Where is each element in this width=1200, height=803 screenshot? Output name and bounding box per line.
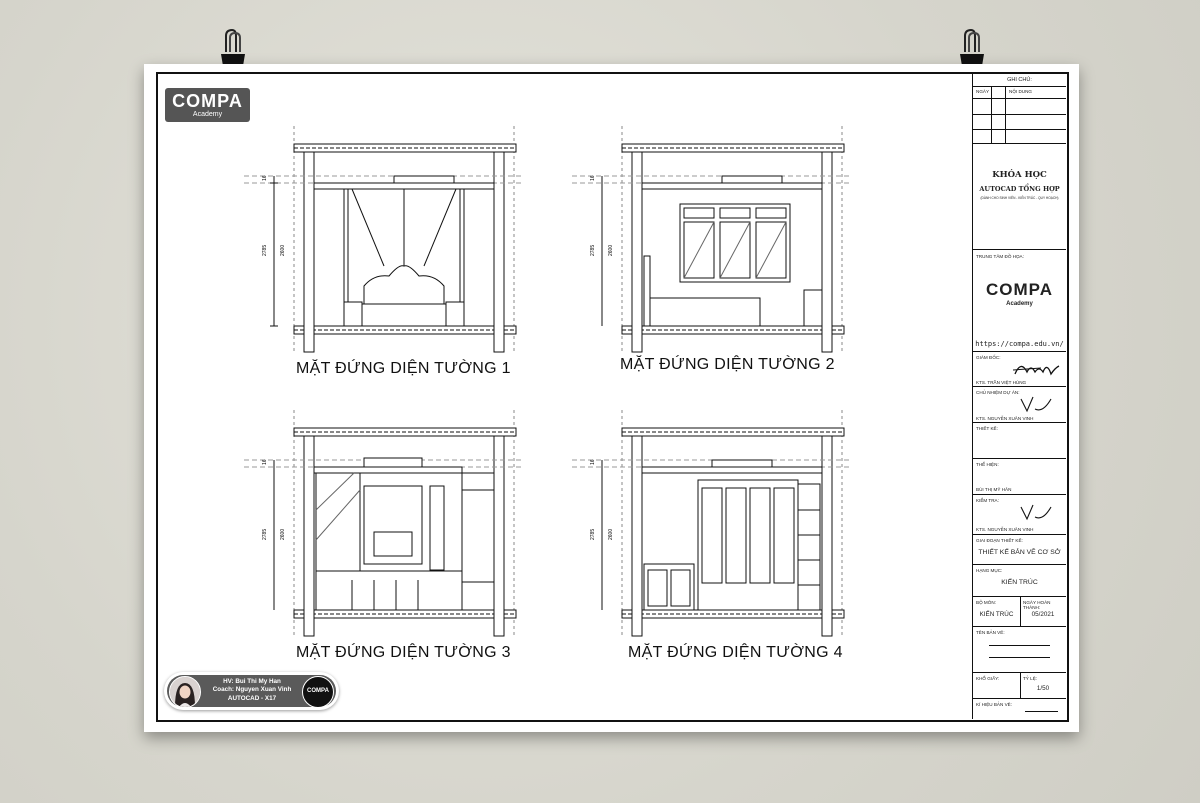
pm-label: CHỦ NHIỆM DỰ ÁN: — [976, 390, 1020, 395]
badge-logo-text: COMPA — [307, 688, 329, 694]
dimension-label: 2600 — [280, 528, 286, 540]
course-title-2: AUTOCAD TỔNG HỢP — [979, 185, 1060, 193]
design-section — [973, 423, 1066, 459]
notes-row-line — [973, 129, 1066, 130]
dimension-label: 2785 — [590, 528, 596, 540]
compa-logo — [165, 88, 250, 122]
date-label: NGÀY HOÀN THÀNH: — [1023, 600, 1051, 610]
student-coach: Coach: Nguyen Xuan Vinh — [212, 686, 292, 694]
dimension-label: 16 — [590, 459, 596, 465]
student-info — [203, 678, 301, 703]
checker-name: KTS. NGUYỄN XUÂN VINH — [976, 527, 1034, 532]
draw-label: THỂ HIỆN: — [976, 462, 999, 467]
elevation-2-drawing — [572, 126, 852, 354]
dimension-label: 16 — [262, 459, 268, 465]
student-avatar — [169, 676, 201, 708]
sheet-name-line — [989, 645, 1050, 646]
director-signature — [1011, 358, 1061, 380]
title-block — [972, 74, 1066, 719]
avatar-image — [170, 677, 200, 707]
elevation-4-caption: MẶT ĐỨNG DIỆN TƯỜNG 4 — [628, 644, 843, 661]
dimension-label: 16 — [262, 175, 268, 181]
category-label: HẠNG MỤC: — [976, 568, 1003, 573]
date-value: 05/2021 — [1031, 611, 1055, 618]
center-section — [973, 250, 1066, 352]
elevation-2-caption: MẶT ĐỨNG DIỆN TƯỜNG 2 — [620, 356, 835, 373]
elevation-1-drawing — [244, 126, 524, 354]
sheet-no-line — [1025, 711, 1058, 712]
dimension-label: 2785 — [590, 244, 596, 256]
student-badge-body — [167, 675, 336, 707]
drafter-name: BÙI THỊ MỸ HÂN — [976, 487, 1012, 492]
dimension-label: 2785 — [262, 528, 268, 540]
dimension-label: 2785 — [262, 244, 268, 256]
brand-logo-subtext: Academy — [1006, 301, 1033, 307]
dimension-label: 2600 — [608, 528, 614, 540]
checker-signature — [1017, 501, 1057, 523]
notes-content-header: NỘI DUNG — [1009, 89, 1032, 94]
director-name: KTS. TRẦN VIỆT HÙNG — [976, 380, 1027, 385]
badge-compa-logo — [302, 676, 334, 708]
notes-date-header: NGÀY — [976, 89, 990, 94]
sheet-name-label: TÊN BẢN VẼ: — [976, 630, 1005, 635]
pm-signature — [1017, 393, 1057, 415]
phase-label: GIAI ĐOẠN THIẾT KẾ: — [976, 538, 1023, 543]
director-label: GIÁM ĐỐC: — [976, 355, 1001, 360]
check-section — [973, 495, 1066, 535]
training-center-label: TRUNG TÂM ĐỒ HỌA: — [976, 254, 1024, 259]
category-value: KIẾN TRÚC — [1001, 579, 1038, 586]
elevation-3-caption: MẶT ĐỨNG DIỆN TƯỜNG 3 — [296, 644, 511, 661]
scale-value: 1/50 — [1036, 685, 1050, 692]
drawing-sheet — [144, 64, 1079, 732]
website-url: https://compa.edu.vn/ — [975, 340, 1064, 348]
course-subtitle: (DÀNH CHO SINH VIÊN - KIẾN TRÚC - QUY HOẠCH) — [980, 196, 1059, 200]
notes-row-line — [973, 98, 1066, 99]
check-label: KIỂM TRA: — [976, 498, 999, 503]
scale-label: TỶ LỆ: — [1023, 676, 1038, 681]
dept-label: BỘ MÔN: — [976, 600, 996, 605]
notes-divider — [973, 86, 1066, 87]
dimension-label: 2600 — [608, 244, 614, 256]
student-badge — [164, 672, 339, 710]
director-section — [973, 352, 1066, 387]
size-scale-section — [973, 673, 1066, 699]
brand-logo-text: COMPA — [985, 280, 1053, 299]
notes-row-line — [973, 114, 1066, 115]
course-title-1: KHÓA HỌC — [992, 170, 1047, 180]
size-label: KHỔ GIẤY: — [976, 676, 1000, 681]
course-section — [973, 146, 1066, 250]
category-section — [973, 565, 1066, 597]
student-course: AUTOCAD - X17 — [227, 694, 277, 702]
pm-section — [973, 387, 1066, 423]
dept-date-section — [973, 597, 1066, 627]
elevation-3-drawing — [244, 410, 524, 638]
sheet-no-label: KÍ HIỆU BẢN VẼ: — [976, 702, 1012, 707]
logo-text: COMPA — [172, 91, 243, 111]
pm-name: KTS. NGUYỄN XUÂN VINH — [976, 416, 1034, 421]
dimension-label: 16 — [590, 175, 596, 181]
draw-section — [973, 459, 1066, 495]
logo-subtext: Academy — [192, 111, 223, 118]
notes-title: GHI CHÚ: — [1007, 77, 1032, 83]
elevation-1-caption: MẶT ĐỨNG DIỆN TƯỜNG 1 — [296, 360, 511, 377]
notes-section — [973, 74, 1066, 144]
phase-value: THIẾT KẾ BẢN VẼ CƠ SỞ — [978, 549, 1061, 556]
student-name: HV: Bui Thi My Han — [223, 678, 281, 685]
sheet-no-section — [973, 699, 1066, 719]
dimension-label: 2600 — [280, 244, 286, 256]
phase-section — [973, 535, 1066, 565]
sheet-name-section — [973, 627, 1066, 673]
sheet-name-line — [989, 657, 1050, 658]
dept-value: KIẾN TRÚC — [979, 611, 1014, 618]
design-label: THIẾT KẾ: — [976, 426, 998, 431]
elevation-4-drawing — [572, 410, 852, 638]
